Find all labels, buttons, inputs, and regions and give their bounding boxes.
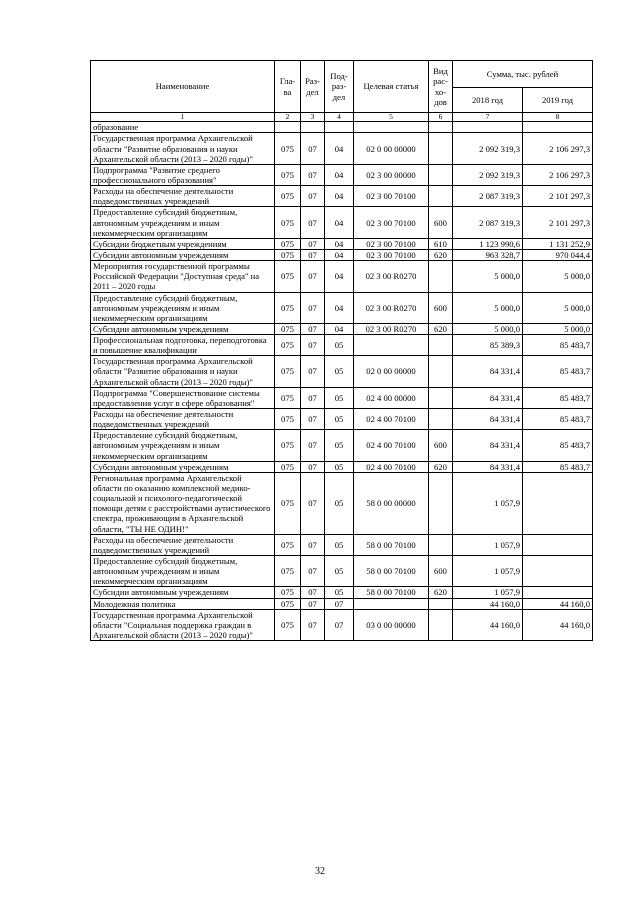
row-expense-type-cell: 600 [429, 207, 453, 238]
row-sum-2018-cell: 2 087 319,3 [453, 207, 523, 238]
row-subsection-cell: 04 [325, 207, 354, 238]
row-sum-2018-cell: 2 092 319,3 [453, 164, 523, 185]
header-expense-type: Вид рас-хо-дов [429, 61, 453, 113]
row-chapter-cell: 075 [275, 587, 301, 598]
row-subsection-cell: 07 [325, 609, 354, 640]
row-sum-2018-cell: 963 328,7 [453, 249, 523, 260]
row-section-cell: 07 [301, 207, 325, 238]
table-row [91, 598, 593, 609]
row-name-cell: Расходы на обеспечение деятельности подведомственных учреждений [91, 534, 275, 555]
row-target-cell [354, 598, 429, 609]
row-subsection-cell: 05 [325, 472, 354, 534]
row-chapter-cell: 075 [275, 356, 301, 387]
row-subsection-cell: 05 [325, 534, 354, 555]
row-chapter-cell: 075 [275, 238, 301, 249]
header-year-2018: 2018 год [453, 88, 523, 113]
row-sum-2018-cell: 2 087 319,3 [453, 186, 523, 207]
row-subsection-cell: 05 [325, 556, 354, 587]
row-name-cell: образование [91, 122, 275, 133]
header-sum: Сумма, тыс. рублей [453, 61, 593, 88]
row-expense-type-cell: 620 [429, 249, 453, 260]
row-sum-2019-cell [523, 122, 593, 133]
row-sum-2018-cell: 84 331,4 [453, 461, 523, 472]
row-chapter-cell: 075 [275, 133, 301, 164]
row-target-cell: 02 4 00 70100 [354, 461, 429, 472]
row-section-cell: 07 [301, 587, 325, 598]
row-name-cell: Субсидии автономным учреждениям [91, 249, 275, 260]
row-expense-type-cell [429, 122, 453, 133]
table-row [91, 461, 593, 472]
row-name-cell: Профессиональная подготовка, переподготовка и повышение квалификации [91, 335, 275, 356]
row-expense-type-cell [429, 356, 453, 387]
row-name-cell: Подпрограмма "Совершенствование системы предоставления услуг в сфере образования" [91, 387, 275, 408]
row-section-cell: 07 [301, 238, 325, 249]
row-section-cell: 07 [301, 133, 325, 164]
row-sum-2018-cell: 1 057,9 [453, 472, 523, 534]
row-section-cell: 07 [301, 335, 325, 356]
row-target-cell: 03 0 00 00000 [354, 609, 429, 640]
row-sum-2019-cell: 2 101 297,3 [523, 186, 593, 207]
row-sum-2019-cell: 2 106 297,3 [523, 133, 593, 164]
row-name-cell: Субсидии автономным учреждениям [91, 323, 275, 334]
row-chapter-cell: 075 [275, 335, 301, 356]
row-target-cell: 02 3 00 70100 [354, 249, 429, 260]
row-expense-type-cell: 620 [429, 461, 453, 472]
row-sum-2019-cell: 970 044,4 [523, 249, 593, 260]
row-chapter-cell: 075 [275, 598, 301, 609]
row-target-cell: 02 3 00 70100 [354, 186, 429, 207]
row-name-cell: Государственная программа Архангельской области "Развитие образования и науки Архангельской области (2013 – 2020 годы)" [91, 133, 275, 164]
row-subsection-cell: 04 [325, 186, 354, 207]
row-chapter-cell: 075 [275, 409, 301, 430]
row-subsection-cell: 04 [325, 292, 354, 323]
row-sum-2018-cell: 85 389,3 [453, 335, 523, 356]
row-subsection-cell: 07 [325, 598, 354, 609]
row-sum-2018-cell: 1 057,9 [453, 534, 523, 555]
table-row [91, 238, 593, 249]
row-target-cell: 02 3 00 R0270 [354, 292, 429, 323]
row-name-cell: Расходы на обеспечение деятельности подведомственных учреждений [91, 186, 275, 207]
row-sum-2018-cell: 1 057,9 [453, 556, 523, 587]
row-sum-2019-cell: 85 483,7 [523, 430, 593, 461]
row-expense-type-cell: 600 [429, 556, 453, 587]
row-section-cell: 07 [301, 292, 325, 323]
row-sum-2018-cell: 84 331,4 [453, 356, 523, 387]
table-row [91, 249, 593, 260]
column-number: 4 [325, 113, 354, 122]
row-target-cell: 02 3 00 R0270 [354, 323, 429, 334]
column-number: 7 [453, 113, 523, 122]
budget-table [90, 60, 593, 641]
row-subsection-cell: 05 [325, 387, 354, 408]
row-sum-2019-cell: 85 483,7 [523, 461, 593, 472]
row-sum-2018-cell: 84 331,4 [453, 430, 523, 461]
table-row [91, 556, 593, 587]
row-expense-type-cell [429, 409, 453, 430]
row-section-cell: 07 [301, 409, 325, 430]
row-name-cell: Субсидии автономным учреждениям [91, 461, 275, 472]
row-section-cell: 07 [301, 556, 325, 587]
table-row [91, 292, 593, 323]
row-subsection-cell: 04 [325, 323, 354, 334]
row-name-cell: Расходы на обеспечение деятельности подведомственных учреждений [91, 409, 275, 430]
row-section-cell: 07 [301, 164, 325, 185]
table-body [91, 122, 593, 641]
row-section-cell: 07 [301, 261, 325, 292]
page-number: 32 [315, 866, 325, 877]
row-target-cell: 02 4 00 70100 [354, 430, 429, 461]
table-row [91, 409, 593, 430]
row-target-cell: 58 0 00 00000 [354, 472, 429, 534]
row-section-cell: 07 [301, 323, 325, 334]
row-target-cell [354, 335, 429, 356]
header-chapter: Гла-ва [275, 61, 301, 113]
row-target-cell: 02 0 00 00000 [354, 356, 429, 387]
row-section-cell: 07 [301, 356, 325, 387]
row-section-cell: 07 [301, 472, 325, 534]
row-expense-type-cell [429, 133, 453, 164]
row-name-cell: Подпрограмма "Развитие среднего профессионального образования" [91, 164, 275, 185]
row-sum-2018-cell: 5 000,0 [453, 261, 523, 292]
row-name-cell: Мероприятия государственной программы Российской Федерации "Доступная среда" на 2011 – 2020 годы [91, 261, 275, 292]
column-number: 2 [275, 113, 301, 122]
row-sum-2019-cell: 5 000,0 [523, 261, 593, 292]
row-expense-type-cell [429, 261, 453, 292]
row-name-cell: Государственная программа Архангельской области "Социальная поддержка граждан в Архангельской области (2013 – 2020 годы)" [91, 609, 275, 640]
row-sum-2018-cell: 84 331,4 [453, 409, 523, 430]
row-sum-2019-cell: 85 483,7 [523, 356, 593, 387]
table-row [91, 387, 593, 408]
row-subsection-cell: 05 [325, 356, 354, 387]
column-number: 5 [354, 113, 429, 122]
row-subsection-cell: 04 [325, 238, 354, 249]
table-row [91, 430, 593, 461]
row-name-cell: Субсидии бюджетным учреждениям [91, 238, 275, 249]
row-sum-2019-cell: 85 483,7 [523, 387, 593, 408]
row-sum-2018-cell: 5 000,0 [453, 292, 523, 323]
table-row [91, 335, 593, 356]
table-row [91, 207, 593, 238]
row-subsection-cell [325, 122, 354, 133]
row-chapter-cell: 075 [275, 261, 301, 292]
row-chapter-cell: 075 [275, 534, 301, 555]
row-section-cell [301, 122, 325, 133]
row-section-cell: 07 [301, 534, 325, 555]
row-target-cell: 02 4 00 00000 [354, 387, 429, 408]
row-section-cell: 07 [301, 387, 325, 408]
row-name-cell: Субсидии автономным учреждениям [91, 587, 275, 598]
row-sum-2019-cell: 85 483,7 [523, 409, 593, 430]
row-section-cell: 07 [301, 598, 325, 609]
header-target: Целевая статья [354, 61, 429, 113]
row-target-cell: 02 3 00 00000 [354, 164, 429, 185]
row-target-cell: 02 0 00 00000 [354, 133, 429, 164]
row-name-cell: Региональная программа Архангельской области по оказанию комплексной медико-социальной и психолого-педагогической помощи детям с расстройствами аутистического спектра, проживающим в Архангельской области, "ТЫ НЕ ОДИН!" [91, 472, 275, 534]
table-row [91, 534, 593, 555]
row-chapter-cell: 075 [275, 186, 301, 207]
row-expense-type-cell: 620 [429, 587, 453, 598]
row-target-cell: 58 0 00 70100 [354, 587, 429, 598]
row-name-cell: Предоставление субсидий бюджетным, автономным учреждениям и иным некоммерческим организациям [91, 556, 275, 587]
column-number: 8 [523, 113, 593, 122]
row-sum-2019-cell: 2 106 297,3 [523, 164, 593, 185]
row-expense-type-cell: 610 [429, 238, 453, 249]
row-sum-2018-cell: 1 123 990,6 [453, 238, 523, 249]
row-chapter-cell: 075 [275, 164, 301, 185]
row-chapter-cell: 075 [275, 609, 301, 640]
row-chapter-cell: 075 [275, 292, 301, 323]
row-sum-2019-cell: 1 131 252,9 [523, 238, 593, 249]
row-sum-2018-cell: 1 057,9 [453, 587, 523, 598]
table-row [91, 323, 593, 334]
row-subsection-cell: 04 [325, 164, 354, 185]
row-chapter-cell: 075 [275, 461, 301, 472]
row-sum-2018-cell: 5 000,0 [453, 323, 523, 334]
row-subsection-cell: 05 [325, 587, 354, 598]
table-row [91, 164, 593, 185]
table-header [91, 61, 593, 122]
table-row [91, 356, 593, 387]
row-chapter-cell: 075 [275, 387, 301, 408]
row-target-cell: 58 0 00 70100 [354, 556, 429, 587]
row-target-cell: 02 4 00 70100 [354, 409, 429, 430]
row-expense-type-cell [429, 598, 453, 609]
row-chapter-cell: 075 [275, 430, 301, 461]
row-target-cell: 02 3 00 70100 [354, 238, 429, 249]
column-numbers-row [91, 113, 593, 122]
column-number: 6 [429, 113, 453, 122]
header-subsection: Под-раз-дел [325, 61, 354, 113]
row-chapter-cell: 075 [275, 556, 301, 587]
row-name-cell: Молодежная политика [91, 598, 275, 609]
row-sum-2018-cell: 44 160,0 [453, 598, 523, 609]
row-sum-2019-cell: 44 160,0 [523, 598, 593, 609]
row-expense-type-cell [429, 186, 453, 207]
row-sum-2019-cell: 5 000,0 [523, 323, 593, 334]
table-row [91, 261, 593, 292]
row-expense-type-cell [429, 164, 453, 185]
row-expense-type-cell [429, 472, 453, 534]
table-row [91, 186, 593, 207]
row-section-cell: 07 [301, 430, 325, 461]
table-row [91, 587, 593, 598]
header-name: Наименование [91, 61, 275, 113]
row-sum-2018-cell: 44 160,0 [453, 609, 523, 640]
row-target-cell [354, 122, 429, 133]
row-target-cell: 02 3 00 70100 [354, 207, 429, 238]
row-section-cell: 07 [301, 249, 325, 260]
row-subsection-cell: 04 [325, 249, 354, 260]
row-sum-2019-cell: 5 000,0 [523, 292, 593, 323]
row-chapter-cell [275, 122, 301, 133]
row-section-cell: 07 [301, 461, 325, 472]
row-chapter-cell: 075 [275, 207, 301, 238]
row-expense-type-cell: 600 [429, 292, 453, 323]
row-sum-2019-cell: 85 483,7 [523, 335, 593, 356]
row-sum-2018-cell [453, 122, 523, 133]
row-subsection-cell: 05 [325, 461, 354, 472]
row-chapter-cell: 075 [275, 472, 301, 534]
row-section-cell: 07 [301, 609, 325, 640]
row-name-cell: Предоставление субсидий бюджетным, автономным учреждениям и иным некоммерческим организациям [91, 207, 275, 238]
row-target-cell: 02 3 00 R0270 [354, 261, 429, 292]
row-target-cell: 58 0 00 70100 [354, 534, 429, 555]
row-sum-2019-cell [523, 587, 593, 598]
row-expense-type-cell [429, 534, 453, 555]
row-name-cell: Государственная программа Архангельской области "Развитие образования и науки Архангельской области (2013 – 2020 годы)" [91, 356, 275, 387]
row-subsection-cell: 05 [325, 335, 354, 356]
row-sum-2018-cell: 84 331,4 [453, 387, 523, 408]
table-row [91, 609, 593, 640]
row-expense-type-cell [429, 387, 453, 408]
row-chapter-cell: 075 [275, 249, 301, 260]
row-name-cell: Предоставление субсидий бюджетным, автономным учреждениям и иным некоммерческим организациям [91, 430, 275, 461]
row-sum-2019-cell [523, 472, 593, 534]
row-expense-type-cell: 620 [429, 323, 453, 334]
table-row [91, 472, 593, 534]
row-chapter-cell: 075 [275, 323, 301, 334]
row-expense-type-cell [429, 335, 453, 356]
header-year-2019: 2019 год [523, 88, 593, 113]
row-subsection-cell: 04 [325, 133, 354, 164]
row-name-cell: Предоставление субсидий бюджетным, автономным учреждениям и иным некоммерческим организациям [91, 292, 275, 323]
row-subsection-cell: 05 [325, 409, 354, 430]
row-subsection-cell: 05 [325, 430, 354, 461]
table-row [91, 133, 593, 164]
row-subsection-cell: 04 [325, 261, 354, 292]
row-expense-type-cell [429, 609, 453, 640]
row-expense-type-cell: 600 [429, 430, 453, 461]
column-number: 1 [91, 113, 275, 122]
row-sum-2019-cell [523, 534, 593, 555]
row-sum-2019-cell: 44 160,0 [523, 609, 593, 640]
row-sum-2019-cell [523, 556, 593, 587]
header-section: Раз-дел [301, 61, 325, 113]
row-sum-2019-cell: 2 101 297,3 [523, 207, 593, 238]
row-sum-2018-cell: 2 092 319,3 [453, 133, 523, 164]
table-row [91, 122, 593, 133]
column-number: 3 [301, 113, 325, 122]
row-section-cell: 07 [301, 186, 325, 207]
